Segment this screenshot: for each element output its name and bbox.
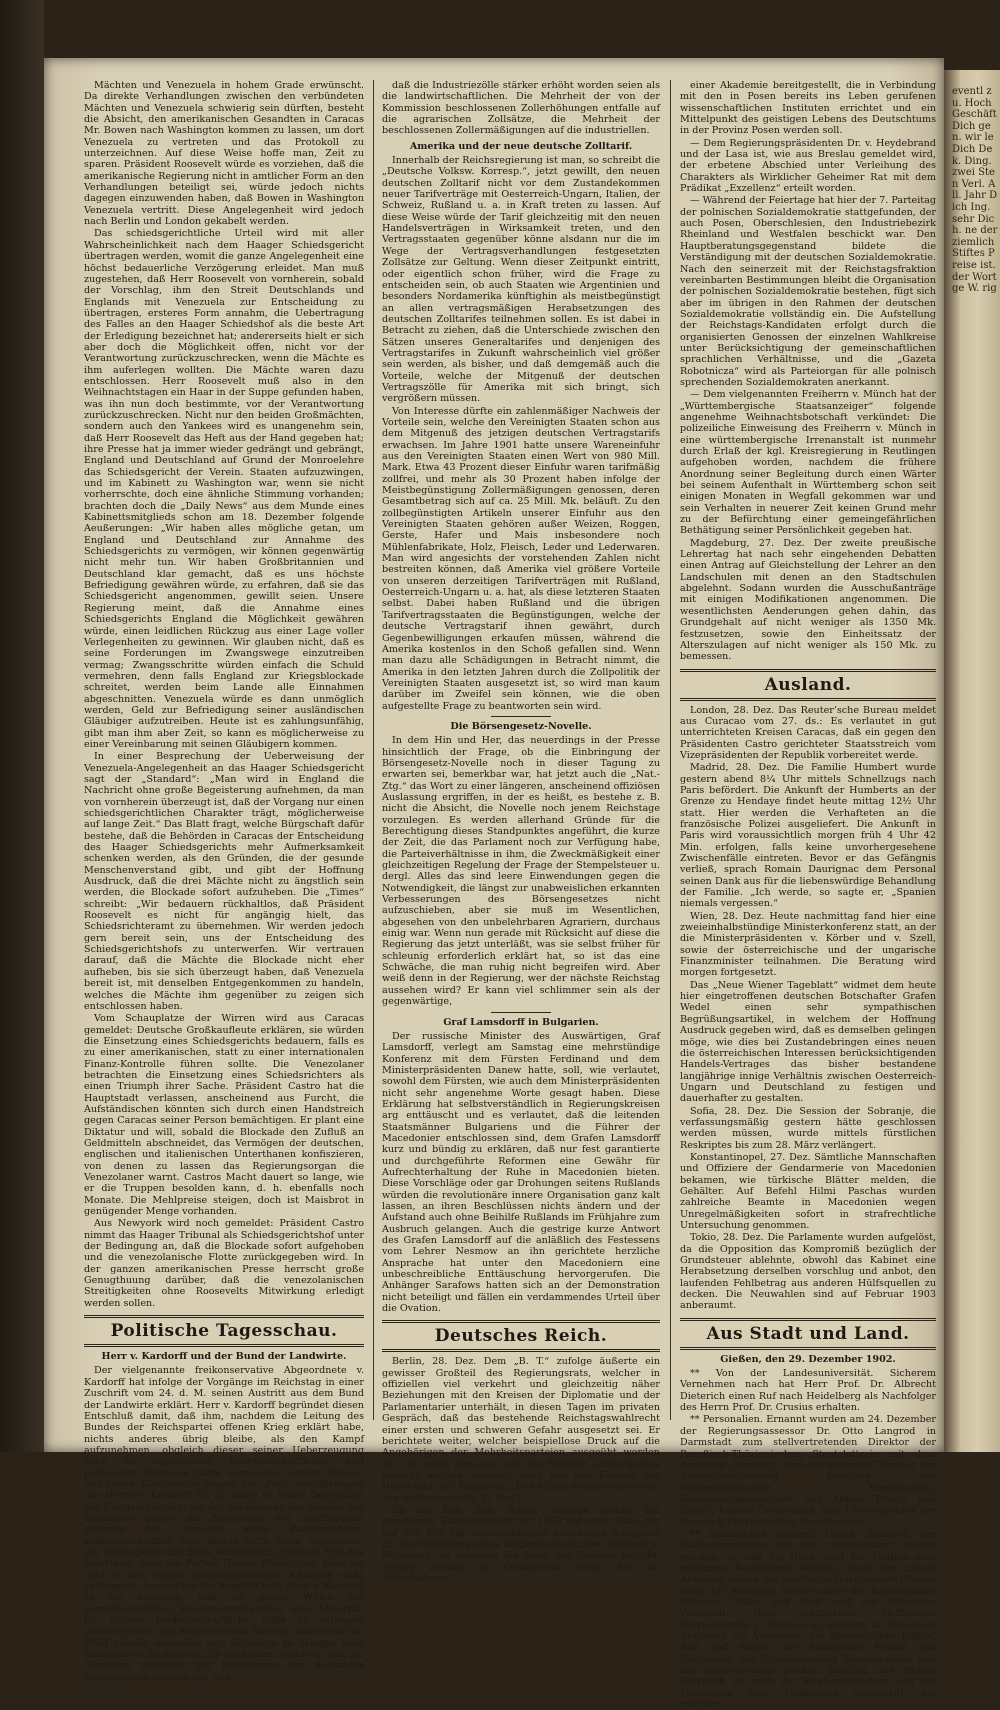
col3-paragraph-15: ** Städtisches Bauamt. Durch Beschluß der Stadtverordneten ist das Stadtbauamt geteilt worden, so daß für Hoch- und für Tiefbau eine getrennte Baubehörde besteht. Nach dem neuen Abschluß bilden das städtische Hochbauamt (Neuen Bäue 43) Architekt Gerbel sowie die Bautechniker Altvater, Grabe und Wolf und der Schreiber Weinandt. Dem städtischen Tiefbauamt (Gartenstraße 2, Zimmer 6) gehören an Ingenieur Braubach als Vorsteher, die Bautechniker Köhler, Roß und Pairan, die Baumeister Mickel und Gengnagel, der Straßenmeister Bommersheim und die Straßenwärter Becker, Kreiling und Weller. Hiernach ist auch die Straßenreinigung und die Müllabfuhr dem Tiefbauamt unterstellt, bei welchem [680,1528,936,1710]
col3-paragraph-6: London, 28. Dez. Das Reuter’sche Bureau meldet aus Curacao vom 27. ds.: Es verlautet in gut unterrichteten Kreisen Caracas, daß ein gegen den Präsidenten Castro gerichteter Staatsstreich vom Vizepräsidenten der Republik vorbereitet werde. [680,704,936,761]
col2-paragraph-3: Von Interesse dürfte ein zahlenmäßiger Nachweis der Vorteile sein, welche den Vereinigten Staaten schon aus dem Mitgenuß des jetzigen deutschen Vertragstarifs erwachsen. Im Jahre 1901 hatte unsere Wareneinfuhr aus den Vereinigten Staaten einen Wert von 980 Mill. Mark. Etwa 43 Prozent dieser Einfuhr waren tarifmäßig zollfrei, und mehr als 30 Prozent haben infolge der Meistbegünstigung Zollermäßigungen genossen, deren Gesamtbetrag sich auf ca. 25 Mill. Mk. beläuft. Zu den zollbegünstigten Artikeln unserer Einfuhr aus den Vereinigten Staaten gehören außer Weizen, Roggen, Gerste, Hafer und Mais insbesondere noch Mühlenfabrikate, Holz, Fleisch, Leder und Lederwaren. Man wird angesichts der vorstehenden Zahlen nicht bestreiten können, daß Amerika viel größere Vorteile von unseren derzeitigen Tarifverträgen mit Rußland, Oesterreich-Ungarn u. a. hat, als diese letzteren Staaten selbst. Dabei haben Rußland und die übrigen Tarifvertragsstaaten die Begünstigungen, welche der deutsche Vertragstarif ihnen gewährt, durch Gegenbewilligungen erkaufen müssen, während die Amerika kostenlos in den Schoß gefallen sind. Wenn man dazu alle Schädigungen in Betracht nimmt, die Amerika in den letzten Jahren durch die Zollpolitik der Vereinigten Staaten ausgesetzt ist, so wird man kaum darüber im Zweifel sein können, wie die oben aufgestellte Frage zu beantworten sein wird. [382,405,660,712]
facing-page-text: eventl zu. Hoch Geschäft Dich gen. wir le Dich Dek. Ding. zwei Sten Verl. All. Jahr Dich Ing. sehr Dich. ne der ziemlich Stiftes Preise ist. der Wort ge W. rig [952,86,998,295]
col3-dateline: Gießen, den 29. Dezember 1902. [720,1353,896,1365]
col1-after-paragraph-1: Der vielgenannte freikonservative Abgeordnete v. Kardorff hat infolge der Vorgänge im Reichstag in einer Zuschrift vom 24. d. M. seinen Austritt aus dem Bund der Landwirte erklärt. Herr v. Kardorff begründet diesen Entschluß damit, daß ihm, nachdem die Leitung des Bundes der Reichspartei offenen Krieg erklärt habe, nichts anderes übrig bleibe, als den Kampf aufzunehmen, obgleich dieser seiner Ueberzeugung nach im allgemeinen, landwirtschaftlichen und politischen Interesse hätte vermieden werden können und sollen. Gleichzeitig gingen der „Post“ Ausführungen des Herrn v. Kardorff zu, in denen es heißt: Gegenüber der Kriegserklärung, die der Vorsitzende des Bundes der Landwirte gegen die Mitglieder der Reichspartei erlassen hat, konnten seine Parteigenossen selbstverständlich dem Bunde nicht mehr angehören. Die Reichspartei hat ihren Wahlspruch erhalten: Erst das Vaterland, dann die Partei! Diesen Wahlspruch habe sie auch in den letzten parlamentarischen Kämpfen nicht verleugnet. Angesichts der Angriffe hielt Herr v. Kardorff es für unrichtig, daß sie gutem Willen der agrarfreundlichen Reichstagsmitglieder eine Majorität für höhere landwirtschaftliche Zölle zu erlangen gewesen wäre. Die konservativen Parteien hätten nur die Wahl gehabt, entweder zum Scheitern zu bringen oder Erlangbares zu nehmen. Es sei ferner unrichtig, daß die Gärtnerei schutzlos der Konkurrenz des Auslandes preisgegeben worden sei, und [84,1365,364,1683]
col1-paragraph-4: Vom Schauplatze der Wirren wird aus Caracas gemeldet: Deutsche Großkaufleute erklären, sie würden die Einsetzung eines Schiedsgerichts bedauern, falls es zu einer amerikanischen, statt zu einer internationalen Finanz-Kontrolle führen sollte. Die Venezolaner betrachten die Einsetzung eines Schiedsrichters als einen Triumph ihrer Sache. Präsident Castro hat die Hauptstadt verlassen, anscheinend aus Furcht, die Aufständischen könnten sich durch einen Handstreich gegen Caracas seiner Person bemächtigen. Er plant eine Diktatur und will, sobald die Blockade den Zufluß an Geldmitteln abschneidet, das Vermögen der deutschen, englischen und italienischen Unterthanen konfiszieren, von denen zu lassen das Regierungsorgan die Venezolaner warnt. Castros Macht dauert so lange, wie er die Truppen besolden kann, d. h. ebenfalls noch Monate. Die Mehlpreise steigen, doch ist Maisbrot in genügender Menge vorhanden. [84,1013,364,1218]
col2-paragraph-6: Berlin, 28. Dez. Dem „B. T.“ zufolge äußerte ein gewisser Großteil des Regierungsrats, welcher in offiziellen viel verkehrt und gleichzeitig näher Beziehungen mit den Kreisen der Diplomatie und der Parlamentarier unterhält, in diesen Tagen im privaten Gespräch, daß das bestehende Reichstagswahlrecht einer ersten und schweren Gefahr ausgesetzt sei. Er berichtete weiter, welcher beispiellose Druck auf die Angehörigen der Mehrheitsparteien ausgeübt worden sei, der nicht etwa nur auf den Parteien selbst heraus bewirkt worden, sondern auch aus den Kreisen des Hofes und der Regierung. Das Klingt ebenso mysteriös, wie unglaubwürdig. D. Red.) [382,1356,660,1504]
section-title-aus-stadt-und-land: Aus Stadt und Land. [680,1318,936,1350]
col3-paragraph-3: — Während der Feiertage hat hier der 7. Parteitag der polnischen Sozialdemokratie stattgefunden, der auch Posen, Oberschlesien, den Industriebezirk Rheinland und Westfalen beschickt war. Den Hauptberatungsgegenstand bildete die Verständigung mit der deutschen Sozialdemokratie. Nach den seinerzeit mit der Reichstagsfraktion vereinbarten Bestimmungen bleibt die Organisation der polnischen Sozialdemokratie bestehen, fügt sich aber im übrigen in den Rahmen der deutschen Sozialdemokratie vollständig ein. Die Aufstellung der Reichstags-Kandidaten erfolgt durch die organisierten Genossen der einzelnen Wahlkreise unter Berücksichtigung der gemeinschaftlichen sprachlichen Verhältnisse, und die „Gazeta Robotnicza“ wird als Parteiorgan für alle polnisch sprechenden Sozialdemokraten anerkannt. [680,195,936,388]
col3-paragraph-10: Sofia, 28. Dez. Die Session der Sobranje, die verfassungsmäßig gestern hätte geschlossen werden müssen, wurde mittels fürstlichen Reskriptes bis zum 28. März verlängert. [680,1105,936,1151]
col3-paragraph-14: ** Personalien. Ernannt wurden am 24. Dezember der Regierungsassessor Dr. Otto Langrod in Darmstadt zum stellvertretenden Direktor der Preußisch-Thüringischen Staatslotterie mit dem Amtstitel „Direktor“, und der bisherige Direktor der Zweigniederlassung Duisburg der Niederrheinischen Kreditanstalt, Kommanditgesellschaft auf Aktien Peters und Comp., Konrad Graumanns, zum Oberinspektor der Hessisch-Thüringischen Staatslotterie. [680,1414,936,1528]
col2-paragraph-5: Der russische Minister des Auswärtigen, Graf Lamsdorff, verlegt am Samstag eine mehrstündige Konferenz mit dem Fürsten Ferdinand und dem Ministerpräsidenten Danew hatte, soll, wie verlautet, sowohl dem Fürsten, wie auch dem Ministerpräsidenten nicht sehr angenehme Worte gesagt haben. Diese Erklärung hat selbstverständlich in Regierungskreisen arg enttäuscht und es verlautet, daß die leitenden Staatsmänner Bulgariens und die Führer der Macedonier entschlossen sind, dem Grafen Lamsdorff kurz und bündig zu erklären, daß nur fest garantierte und durchgeführte Reformen eine Gewähr für Aufrechterhaltung der Ruhe in Macedonien bieten. Diese Vorschläge oder gar Drohungen seitens Rußlands würden die revolutionäre innere Organisation ganz kalt lassen, an ihren Beschlüssen nichts ändern und der Aufstand auch ohne Beihilfe Rußlands im Frühjahre zum Ausbruch gelangen. Auch die gestrige kurze Antwort des Grafen Lamsdorff auf die anläßlich des Festessens vom Lehrer Nesmow an ihn gerichtete herzliche Ansprache hat unter den Macedoniern eine unbeschreibliche Enttäuschung hervorgerufen. Die Anhänger Sarafows hatten sich an der Demonstration nicht beteiligt und fällen ein verdammendes Urteil über die Ovation. [382,1030,660,1315]
col2-subhead-amerika: Amerika und der neue deutsche Zolltarif. [409,140,633,152]
col3-paragraph-4: — Dem vielgenannten Freiherrn v. Münch hat der „Württembergische Staatsanzeiger“ folgende angenehme Weihnachtsbotschaft verkündet: Die polizeiliche Einweisung des Freiherrn v. Münch in eine württembergische Irrenanstalt ist nunmehr durch Erlaß der kgl. Kreisregierung in Reutlingen aufgehoben worden, nachdem die frühere Anordnung seiner Begleitung durch einen Wärter bei seinem Aufenthalt in Württemberg schon seit einigen Monaten in Wegfall gekommen war und sein Verhalten in neuerer Zeit keinen Grund mehr zu der Befürchtung einer gemeingefährlichen Bethätigung seiner Persönlichkeit gegeben hat. [680,389,936,537]
col3-paragraph-9: Das „Neue Wiener Tageblatt“ widmet dem heute hier eingetroffenen deutschen Botschafter Grafen Wedel einen sehr sympathischen Begrüßungsartikel, in welchem der Hoffnung Ausdruck gegeben wird, daß es demselben gelingen möge, wie dies bei Zustandebringen eines neuen die österreichischen Interessen berücksichtigenden Handels-Vertrages das bisher bestandene langjährige innige Verhältnis zwischen Oesterreich-Ungarn und Deutschland zu festigen und dauerhafter zu gestalten. [680,979,936,1105]
col1-paragraph-2: Das schiedsgerichtliche Urteil wird mit aller Wahrscheinlichkeit nach dem Haager Schiedsgericht übertragen werden, womit die ganze Angelegenheit eine höchst bedauerliche Verzögerung erleidet. Man muß zugestehen, daß Herr Roosevelt von vornherein, sobald der Vorschlag, ihm den Streit Deutschlands und Englands mit Venezuela zur Entscheidung zu übertragen, ersteres Form annahm, die Uebertragung des Falles an den Haager Schiedshof als die beste Art der Erledigung bezeichnet hat; andererseits hielt er sich aber doch die Möglichkeit offen, nicht vor der Verantwortung zurückzuschrecken, wenn die Mächte es ihm auferlegen wollten. Die Mächte waren dazu entschlossen. Herr Roosevelt muß also in den Weihnachtstagen ein Haar in der Suppe gefunden haben, was ihn nun doch bestimmte, vor der Verantwortung zurückzuschrecken. Nicht nur den beiden Großmächten, sondern auch den Yankees wird es unangenehm sein, daß Herr Roosevelt das Heft aus der Hand gegeben hat; ihre Presse hat ja immer wieder gedrängt und gebrängt, England und Deutschland auf Grund der Monroelehre das Schiedsgericht der Verein. Staaten aufzuzwingen, und im Kabinett zu Washington war, wenn sie nicht vorherrschte, doch eine ähnliche Stimmung vorhanden; brachten doch die „Daily News“ aus dem Munde eines Kabinettsmitglieds schon am 18. Dezember folgende Aeußerungen: „Wir haben alles mögliche getan, um England und Deutschland zur Annahme des Schiedsgerichts zu vermögen, wir können gegenwärtig nicht mehr tun. Wir haben Großbritannien und Deutschland klar gemacht, daß es uns höchste Befriedigung gewähren würde, zu erfahren, daß sie das Schiedsgericht angenommen, gewillt seien. Unsere Regierung meint, daß die Annahme eines Schiedsgerichts England die Möglichkeit gewähren würde, einen leidlichen Rückzug aus einer Lage voller Verlegenheiten zu gewinnen. Wir glauben nicht, daß es seine Forderungen im Zwangswege einzutreiben vermag; Zwangsschritte würden einfach die Schuld vermehren, denn falls England zur Kriegsblockade schreitet, werden beim Lande alle Einnahmen abgeschnitten. Venezuela würde es dann unmöglich werden, Geld zur Befriedigung seiner ausländischen Gläubiger aufzutreiben. Heute ist es zahlungsunfähig, gibt man ihm aber Zeit, so kann es möglicherweise zu einer Vereinbarung mit seinen Gläubigern kommen. [84,228,364,750]
column-2 [382,80,660,1584]
divider-line [491,1012,551,1013]
col2-paragraph-4: In dem Hin und Her, das neuerdings in der Presse hinsichtlich der Frage, ob die Einbringung der Börsengesetz-Novelle noch in dieser Tagung zu erwarten sei, bemerkbar war, hat jetzt auch die „Nat.-Ztg.“ das Wort zu einer längeren, anscheinend offiziösen Auslassung ergriffen, in der es heißt, es bestehe z. B. nicht die Absicht, die Novelle noch jenem Reichstage vorzulegen. Es werden allerhand Gründe für die Berechtigung dieses Standpunktes angeführt, die kurze der Zeit, die das Parlament noch zur Verfügung habe, die Parteiverhältnisse in ihm, die Zweckmäßigkeit einer gleichzeitigen Regelung der Frage der Stempelsteuer u. dergl. Alles das sind leere Einwendungen gegen die Notwendigkeit, die längst zur unabweislichen erkannten Verbesserungen des Börsengesetzes nicht aufzuschieben, aber sie muß im Wesentlichen, abgesehen von den unbelehrbaren Agrariern, durchaus einig war. Wenn nun gerade mit Rücksicht auf diese die Regierung das jetzt unterläßt, was sie selbst früher für schleunig erforderlich erklärt hat, so ist das eine Schwäche, die man ruhig nicht begreifen wird. Aber weiß denn in der Regierung, wer der nächste Reichstag aussehen wird? Er kann viel schlimmer sein als der gegenwärtige, [382,735,660,1008]
col3-paragraph-11: Konstantinopel, 27. Dez. Sämtliche Mannschaften und Offiziere der Gendarmerie von Macedonien bekamen, wie türkische Blätter melden, die Gehälter. Auf Befehl Hilmi Paschas wurden zahlreiche Beamte in Macedonien wegen Unregelmäßigkeiten sofort in strafrechtliche Untersuchung genommen. [680,1151,936,1231]
col3-paragraph-1: einer Akademie bereitgestellt, die in Verbindung mit den in Posen bereits ins Leben gerufenen wissenschaftlichen Instituten errichtet und ein Mittelpunkt des geistigen Lebens des Deutschtums in der Provinz Posen werden soll. [680,80,936,137]
section-title-deutsches-reich: Deutsches Reich. [382,1320,660,1352]
facing-page-edge [944,70,1000,1452]
col2-paragraph-7: Zu den Beit. Poit. Nachr.“ zufolge enthält der preußische Staatshaushalt für 1903 die erste Rate der auf 900 000 Mk. veranschlagten einmaligen Ausgaben für die Errichtung eines landwirtschaftlichen Instituts in Bromberg, zu welchem die Stadt das Gelände hergibt. Ferner werden im Ordinarium Mittel für die Unterhaltung [382,1504,660,1584]
section-title-politische-tagesschau: Politische Tagesschau. [84,1315,364,1347]
column-1 [84,80,364,1683]
col3-paragraph-2: — Dem Regierungspräsidenten Dr. v. Heydebrand und der Lasa ist, wie aus Breslau gemeldet wird, der erbetene Abschied unter Verleihung des Charakters als Wirklicher Geheimer Rat mit dem Prädikat „Exzellenz“ erteilt worden. [680,137,936,195]
col1-paragraph-3: In einer Besprechung der Ueberweisung der Venezuela-Angelegenheit an das Haager Schiedsgericht sagt der „Standard“: „Man wird in England die Nachricht ohne große Begeisterung aufnehmen, da man von vornherein überzeugt ist, daß der Vorgang nur einen schiedsgerichtlichen Charakter trägt, möglicherweise auf lange Zeit.“ Das Blatt fragt, welche Bürgschaft dafür bestehe, daß die Behörden in Caracas der Entscheidung des Haager Schiedsgerichts mehr Aufmerksamkeit schenken werden, als den Gründen, die der gesunde Menschenverstand gibt, und gibt der Hoffnung Ausdruck, daß die drei Mächte nicht zu ängstlich sein werden, die Blockade sofort aufzuheben. Die „Times“ schreibt: „Wir bedauern rückhaltlos, daß Präsident Roosevelt es nicht für angängig hielt, das Schiedsrichteramt zu übernehmen. Wir werden jedoch gern bereit sein, uns der Entscheidung des Schiedsgerichtshofs zu unterwerfen. Wir vertrauen darauf, daß die Mächte die Blockade nicht eher aufheben, bis sie sich überzeugt haben, daß Venezuela bereit ist, mit denselben Entgegenkommen zu handeln, welches die Mächte ihm gegenüber zu zeigen sich entschlossen haben. [84,751,364,1012]
col2-paragraph-2: Innerhalb der Reichsregierung ist man, so schreibt die „Deutsche Volksw. Korresp.“, jetzt gewillt, den neuen deutschen Zolltarif nicht vor dem Zustandekommen neuer Tarifverträge mit Oesterreich-Ungarn, Italien, der Schweiz, Rußland u. a. in Kraft treten zu lassen. Auf diese Weise würde der Tarif gleichzeitig mit den neuen Handelsverträgen in Wirksamkeit treten, und den Vertragsstaaten gegenüber könne alsdann nur die im Wege der Vertragsverhandlungen festgesetzten Zollsätze zur Geltung. Wenn dieser Zeitpunkt eintritt, oder eigentlich schon früher, wird die Frage zu entscheiden sein, ob auch Staaten wie Argentinien und besonders Nordamerika künftighin als meistbegünstigt an allen vertragsmäßigen Herabsetzungen des deutschen Zolltarifes teilnehmen sollen. Es ist dabei in Betracht zu ziehen, daß die Unterschiede zwischen den Sätzen unseres Generaltarifes und denjenigen des Vertragstarifes in Zukunft wahrscheinlich viel größer sein werden, als bisher, und daß demgemäß auch die Vorteile, welche der Mitgenuß der deutschen Vertragszölle für Amerika mit sich bringt, sich vergrößern müssen. [382,155,660,405]
section-title-ausland: Ausland. [680,669,936,701]
divider-line [491,716,551,717]
col3-paragraph-7: Madrid, 28. Dez. Die Familie Humbert wurde gestern abend 8¼ Uhr mittels Schnellzugs nach Paris befördert. Die Ankunft der Humberts an der Grenze zu Hendaye findet heute mittag 12½ Uhr statt. Hier werden die Verhafteten an die französische Polizei ausgeliefert. Die Ankunft in Paris wird voraussichtlich morgen früh 4 Uhr 42 Min. erfolgen, falls keine unvorhergesehene Zwischenfälle eintreten. Bevor er das Gefängnis verließ, sprach Romain Daurignac dem Personal seinen Dank aus für die liebenswürdige Behandlung der Familie. „Ich werde, so sagte er, „Spanien niemals vergessen.“ [680,762,936,910]
col1-subhead: Herr v. Kardorff und der Bund der Landwirte. [101,1351,347,1363]
col1-paragraph-1: Mächten und Venezuela in hohem Grade erwünscht. Da direkte Verhandlungen zwischen den verbündeten Mächten und Venezuela schwierig sein dürften, besteht die Absicht, den amerikanischen Gesandten in Caracas Mr. Bowen nach Washington kommen zu lassen, um dort Venezuela zu vertreten und das Protokoll zu unterzeichnen. Auf diese Weise hoffe man, Zeit zu sparen. Präsident Roosevelt würde es vorziehen, daß die amerikanische Regierung nicht in amtlicher Form an den Verhandlungen beteiligt sei, würde jedoch nichts dagegen einzuwenden haben, daß Bowen in Washington Venezuela vertritt. Diese Angelegenheit wird jedoch nach Berlin und London gekabelt werden. [84,80,364,228]
col1-paragraph-5: Aus Newyork wird noch gemeldet: Präsident Castro nimmt das Haager Tribunal als Schiedsgerichtshof unter der Bedingung an, daß die Blockade sofort aufgehoben und die venezolanische Flotte zurückgegeben wird. In der ganzen amerikanischen Presse herrscht große Genugthuung darüber, daß die venezolanischen Streitigkeiten ohne Roosevelts Mitwirkung erledigt werden sollen. [84,1218,364,1309]
column-divider [373,80,374,1420]
column-divider [670,80,671,1420]
column-3 [680,80,936,1710]
book-binding [0,0,44,1452]
col2-paragraph-1: daß die Industriezölle stärker erhöht worden seien als die landwirtschaftlichen. Die Mehrheit der von der Kommission beschlossenen Zollerhöhungen entfalle auf die agrarischen Zollsätze, die Mehrheit der beschlossenen Zollermäßigungen auf die industriellen. [382,80,660,137]
col2-subhead-boersen: Die Börsengesetz-Novelle. [450,720,592,732]
col3-paragraph-5: Magdeburg, 27. Dez. Der zweite preußische Lehrertag hat nach sehr eingehenden Debatten einen Antrag auf Gleichstellung der Lehrer an den Landschulen mit denen an den Stadtschulen abgelehnt. Sodann wurden die Ausschußanträge mit einigen Modifikationen angenommen. Die wesentlichsten Aenderungen gehen dahin, das Grundgehalt auf nicht weniger als 1350 Mk. festzusetzen, sowie den Einheitssatz der Alterszulagen auf nicht weniger als 150 Mk. zu bemessen. [680,537,936,663]
col3-paragraph-13: ** Von der Landesuniversität. Sicherem Vernehmen nach hat Herr Prof. Dr. Albrecht Dieterich einen Ruf nach Heidelberg als Nachfolger des Herrn Prof. Dr. Crusius erhalten. [680,1368,936,1414]
col3-paragraph-8: Wien, 28. Dez. Heute nachmittag fand hier eine zweieinhalbstündige Ministerkonferenz statt, an der die Ministerpräsidenten v. Körber und v. Szell, sowie der österreichische und der ungarische Finanzminister teilnahmen. Die Beratung wird morgen fortgesetzt. [680,910,936,979]
col3-paragraph-12: Tokio, 28. Dez. Die Parlamente wurden aufgelöst, da die Opposition das Kompromiß bezüglich der Grundsteuer ablehnte, obwohl das Kabinet eine Herabsetzung derselben vorschlug und anbot, den laufenden Fehlbetrag aus anderen Hülfsquellen zu decken. Die Neuwahlen sind auf Februar 1903 anberaumt. [680,1232,936,1312]
col2-subhead-lamsdorff: Graf Lamsdorff in Bulgarien. [443,1016,599,1028]
newspaper-page [44,58,944,1710]
